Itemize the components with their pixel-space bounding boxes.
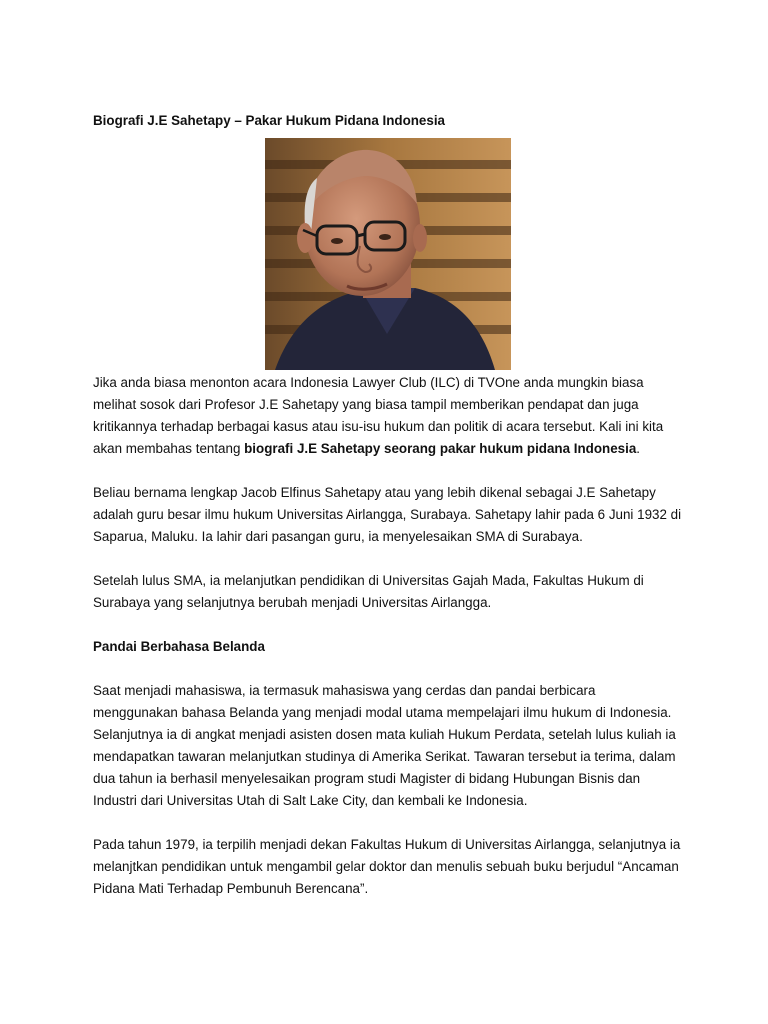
paragraph-student: Saat menjadi mahasiswa, ia termasuk mahasiswa yang cerdas dan pandai berbicara menggunakan bahasa Belanda yang menjadi modal utama mempelajari ilmu hukum di Indonesia. Selanjutnya ia di angkat menjadi asisten dosen mata kuliah Hukum Perdata, setelah lulus kuliah ia mendapatkan tawaran melanjutkan studinya di Amerika Serikat. Tawaran tersebut ia terima, dalam dua tahun ia berhasil menyelesaikan program studi Magister di bidang Hubungan Bisnis dan Industri dari Universitas Utah di Salt Lake City, dan kembali ke Indonesia.	[93, 683, 676, 808]
paragraph-identity: Beliau bernama lengkap Jacob Elfinus Sahetapy atau yang lebih dikenal sebagai J.E Sahetapy adalah guru besar ilmu hukum Universitas Airlangga, Surabaya. Sahetapy lahir pada 6 Juni 1932 di Saparua, Maluku. Ia lahir dari pasangan guru, ia menyelesaikan SMA di Surabaya.	[93, 485, 682, 544]
document-body	[93, 110, 683, 922]
portrait-photo	[265, 138, 511, 370]
paragraph-intro	[93, 372, 683, 460]
section-heading: Pandai Berbahasa Belanda	[93, 639, 265, 654]
portrait-photo-container	[93, 138, 683, 370]
paragraph-education: Setelah lulus SMA, ia melanjutkan pendidikan di Universitas Gajah Mada, Fakultas Hukum di Surabaya yang selanjutnya berubah menjadi Universitas Airlangga.	[93, 573, 644, 610]
paragraph-intro-text: Jika anda biasa menonton acara Indonesia Lawyer Club (ILC) di TVOne anda mungkin biasa melihat sosok dari Profesor J.E Sahetapy yang biasa tampil memberikan pendapat dan juga kritikannya terhadap berbagai kasus atau isu-isu hukum dan politik di acara tersebut. Kali ini kita akan membahas tentang	[93, 375, 664, 456]
paragraph-intro-end: .	[636, 441, 641, 456]
paragraph-dean: Pada tahun 1979, ia terpilih menjadi dekan Fakultas Hukum di Universitas Airlangga, selanjutnya ia melanjtkan pendidikan untuk mengambil gelar doktor dan menulis sebuah buku berjudul “Ancaman Pidana Mati Terhadap Pembunuh Berencana”.	[93, 837, 681, 896]
paragraph-intro-bold: biografi J.E Sahetapy seorang pakar hukum pidana Indonesia	[244, 441, 637, 456]
document-title: Biografi J.E Sahetapy – Pakar Hukum Pidana Indonesia	[93, 113, 445, 128]
